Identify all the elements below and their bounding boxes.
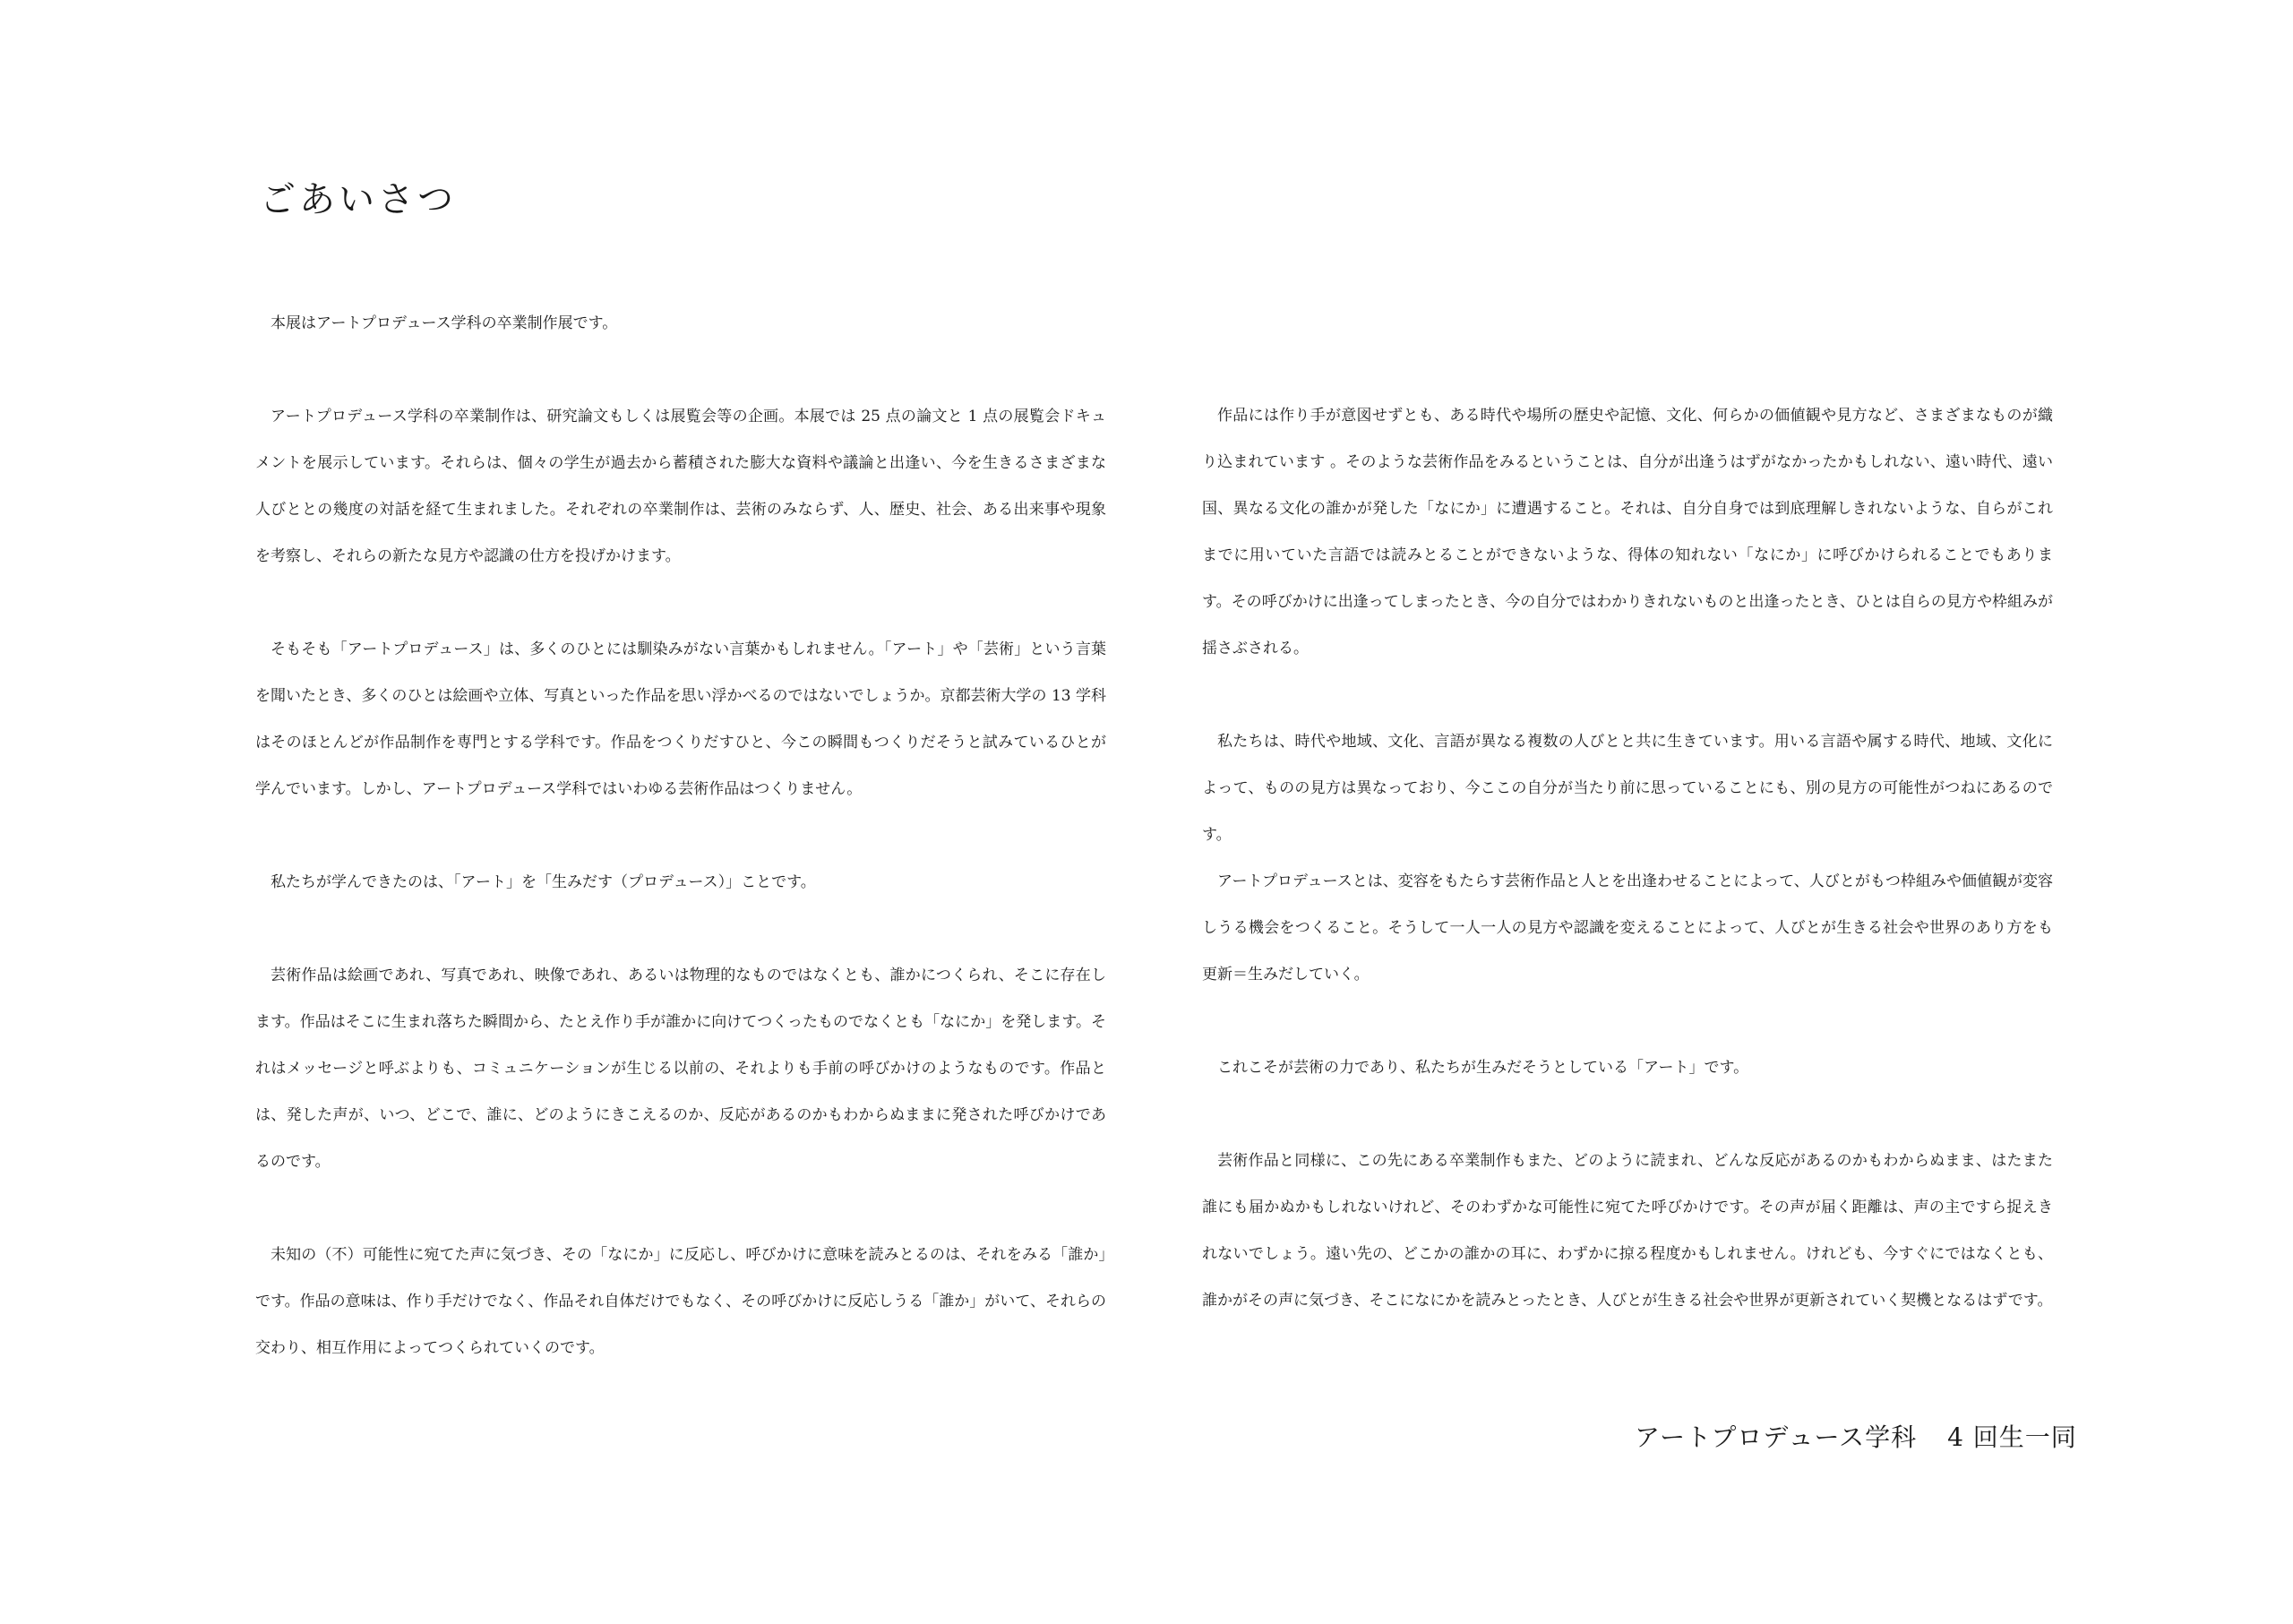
paragraph-graduation-works: アートプロデュース学科の卒業制作は、研究論文もしくは展覧会等の企画。本展では 25 点の論文と 1 点の展覧会ドキュメントを展示しています。それらは、個々の学生が過去から蓄積された膨大な資料や議論と出逢い、今を生きるさまざまな人びととの幾度の対話を経て生まれました。それぞれの卒業制作は、芸術のみならず、人、歴史、社会、ある出来事や現象を考察し、それらの新たな見方や認識の仕方を投げかけます。	[255, 408, 1106, 565]
paragraph-closing: 芸術作品と同様に、この先にある卒業制作もまた、どのように読まれ、どんな反応があるのかもわからぬまま、はたまた誰にも届かぬかもしれないけれど、そのわずかな可能性に宛てた呼びかけです。その声が届く距離は、声の主ですら捉えきれないでしょう。遠い先の、どこかの誰かの耳に、わずかに掠る程度かもしれません。けれども、今すぐにではなくとも、誰かがその声に気づき、そこになにかを読みとったとき、人びとが生きる社会や世界が更新されていく契機となるはずです。	[1202, 1152, 2053, 1310]
signature-cohort: 4 回生一同	[1947, 1422, 2077, 1452]
paragraph-gap	[255, 812, 1106, 859]
paragraph-gap	[1202, 672, 2053, 718]
paragraph-gap	[255, 906, 1106, 952]
paragraph-someone: 未知の（不）可能性に宛てた声に気づき、その「なにか」に反応し、呼びかけに意味を読みとるのは、それをみる「誰か」です。作品の意味は、作り手だけでなく、作品それ自体だけでもなく、その呼びかけに反応しうる「誰か」がいて、それらの交わり、相互作用によってつくられていくのです。	[255, 1246, 1106, 1357]
paragraph-what-we-learned: 私たちが学んできたのは、「アート」を「生みだす（プロデュース）」ことです。	[271, 873, 816, 891]
paragraph-woven-in: 作品には作り手が意図せずとも、ある時代や場所の歴史や記憶、文化、何らかの価値観や見方など、さまざまなものが織り込まれています 。そのような芸術作品をみるということは、自分が出逢うはずがなかったかもしれない、遠い時代、遠い国、異なる文化の誰かが発した「なにか」に遭遇すること。それは、自分自身では到底理解しきれないような、自らがこれまでに用いていた言語では読みとることができないような、得体の知れない「なにか」に呼びかけられることでもあります。その呼びかけに出逢ってしまったとき、今の自分ではわかりきれないものと出逢ったとき、ひとは自らの見方や枠組みが揺さぶされる。	[1202, 407, 2053, 657]
paragraph-gap	[255, 347, 1106, 393]
signature-department: アートプロデュース学科	[1635, 1422, 1918, 1452]
right-column	[1202, 392, 2053, 1324]
paragraph-power-of-art: これこそが芸術の力であり、私たちが生みだそうとしている「アート」です。	[1217, 1059, 1749, 1077]
paragraph-gap	[255, 1185, 1106, 1232]
signature	[1635, 1420, 2077, 1456]
paragraph-art-produce-definition: アートプロデュースとは、変容をもたらす芸術作品と人とを出逢わせることによって、人びとがもつ枠組みや価値観が変容しうる機会をつくること。そうして一人一人の見方や認識を変えることによって、人びとが生きる社会や世界のあり方をも更新＝生みだしていく。	[1202, 872, 2053, 984]
left-column	[255, 300, 1106, 1371]
paragraph-art-produce-meaning: そもそも「アートプロデュース」は、多くのひとには馴染みがない言葉かもしれません。「アート」や「芸術」という言葉を聞いたとき、多くのひとは絵画や立体、写真といった作品を思い浮かべるのではないでしょうか。京都芸術大学の 13 学科はそのほとんどが作品制作を専門とする学科です。作品をつくりだすひと、今この瞬間もつくりだそうと試みているひとが学んでいます。しかし、アートプロデュース学科ではいわゆる芸術作品はつくりません。	[255, 640, 1106, 798]
paragraph-artwork-call: 芸術作品は絵画であれ、写真であれ、映像であれ、あるいは物理的なものではなくとも、誰かにつくられ、そこに存在します。作品はそこに生まれ落ちた瞬間から、たとえ作り手が誰かに向けてつくったものでなくとも「なにか」を発します。それはメッセージと呼ぶよりも、コミュニケーションが生じる以前の、それよりも手前の呼びかけのようなものです。作品とは、発した声が、いつ、どこで、誰に、どのようにきこえるのか、反応があるのかもわからぬままに発された呼びかけであるのです。	[255, 967, 1106, 1171]
paragraph-intro: 本展はアートプロデュース学科の卒業制作展です。	[271, 314, 618, 332]
paragraph-gap	[1202, 1091, 2053, 1138]
page-title: ごあいさつ	[260, 179, 457, 220]
paragraph-gap	[1202, 998, 2053, 1044]
paragraph-gap	[255, 580, 1106, 626]
paragraph-living-together: 私たちは、時代や地域、文化、言語が異なる複数の人びとと共に生きています。用いる言語や属する時代、地域、文化によって、ものの見方は異なっており、今ここの自分が当たり前に思っていることにも、別の見方の可能性がつねにあるのです。	[1202, 733, 2053, 844]
